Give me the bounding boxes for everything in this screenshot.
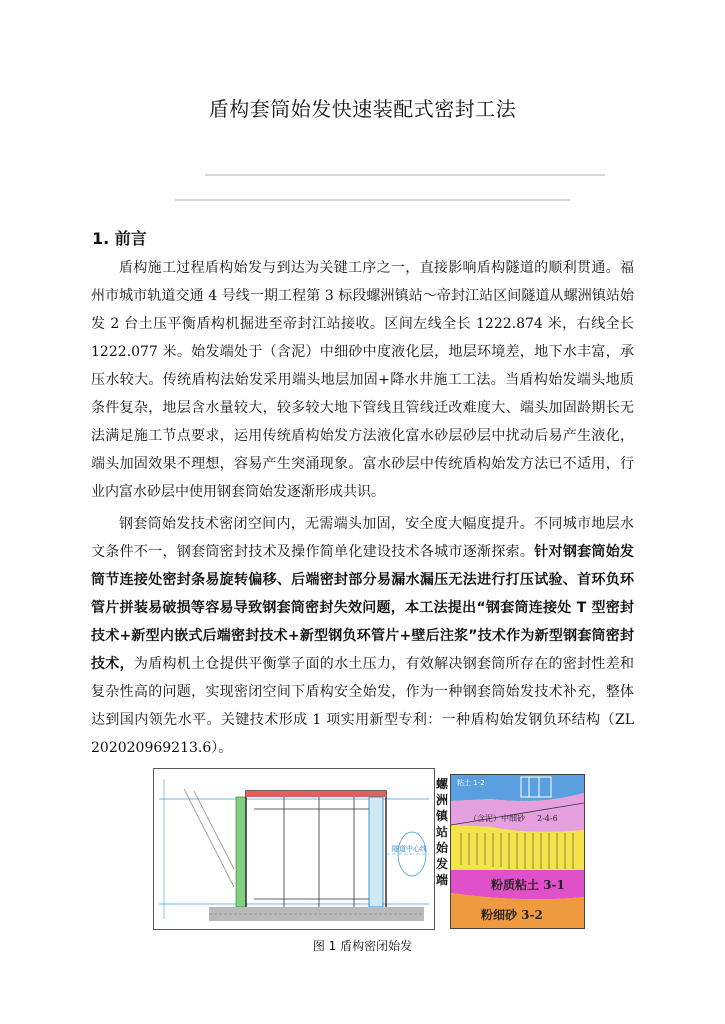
soil-label-clay-1-2: 粘土 1-2 [457, 779, 485, 787]
document-title: 盾构套筒始发快速装配式密封工法 [208, 97, 517, 121]
paragraph-technique [91, 510, 634, 762]
paragraph-text-part1: 钢套筒始发技术密闭空间内，无需端头加固，安全度大幅度提升。不同城市地层水文条件不一，钢套筒密封技术及操作简单化建设技术各城市逐渐探索。 [91, 516, 634, 560]
tunnel-centerline-label: 隧道中心线 [392, 845, 427, 853]
soil-label-fine-sand: （含泥）中细砂 [469, 814, 525, 823]
shield-sleeve-drawing [153, 768, 435, 930]
paragraph-intro: 盾构施工过程盾构始发与到达为关键工序之一，直接影响盾构隧道的顺利贯通。福州市城市轨道交通 4 号线一期工程第 3 标段螺洲镇站～帝封江站区间隧道从螺洲镇站始发 2 台土压平衡盾构机掘进至帝封江站接收。区间左线全长 1222.874 米，右线全长 1222.077 米。始发端处于（含泥）中细砂中度液化层，地层环境差，地下水丰富，承压水较大。传统盾构法始发采用端头地层加固+降水井施工工法。当盾构始发端头地质条件复杂，地层含水量较大，较多较大地下管线且管线迁改难度大、端头加固龄期长无法满足施工节点要求，运用传统盾构始发方法液化富水砂层砂层中扰动后易产生液化，端头加固效果不理想，容易产生突涌现象。富水砂层中传统盾构始发方法已不适用，行业内富水砂层中使用钢套筒始发逐渐形成共识。 [91, 260, 634, 500]
soil-label-silty-clay: 粉质粘土 3-1 [491, 878, 565, 892]
section-heading: 1. 前言 [92, 229, 147, 248]
soil-label-silty-sand: 粉细砂 3-2 [481, 908, 543, 922]
faded-affiliation-line [175, 199, 570, 201]
faded-author-line [205, 174, 605, 176]
station-vertical-label: 螺洲镇站始发端 [435, 777, 448, 887]
geology-svg [451, 775, 584, 928]
geology-section [450, 774, 585, 929]
paragraph-text-part2: 为盾构机土仓提供平衡掌子面的水土压力，有效解决钢套筒所存在的密封性差和复杂性高的问题，实现密闭空间下盾构安全始发，作为一种钢套筒始发技术补充，整体达到国内领先水平。关键技术形成 1 项实用新型专利：一种盾构始发钢负环结构（ZL 202020969213.6）。 [91, 656, 635, 756]
soil-label-2-4-6: 2-4-6 [537, 814, 558, 823]
figure-caption: 图 1 盾构密闭始发 [312, 939, 413, 953]
paragraph-bold-text: 针对钢套筒始发筒节连接处密封条易旋转偏移、后端密封部分易漏水漏压无法进行打压试验、首环负环管片拼装易破损等容易导致钢套筒密封失效问题，本工法提出“钢套筒连接处 T 型密封技术+新型内嵌式后端密封技术+新型钢负环管片+壁后注浆”技术作为新型钢套筒密封技术， [91, 544, 635, 672]
drawing-svg [154, 769, 434, 929]
